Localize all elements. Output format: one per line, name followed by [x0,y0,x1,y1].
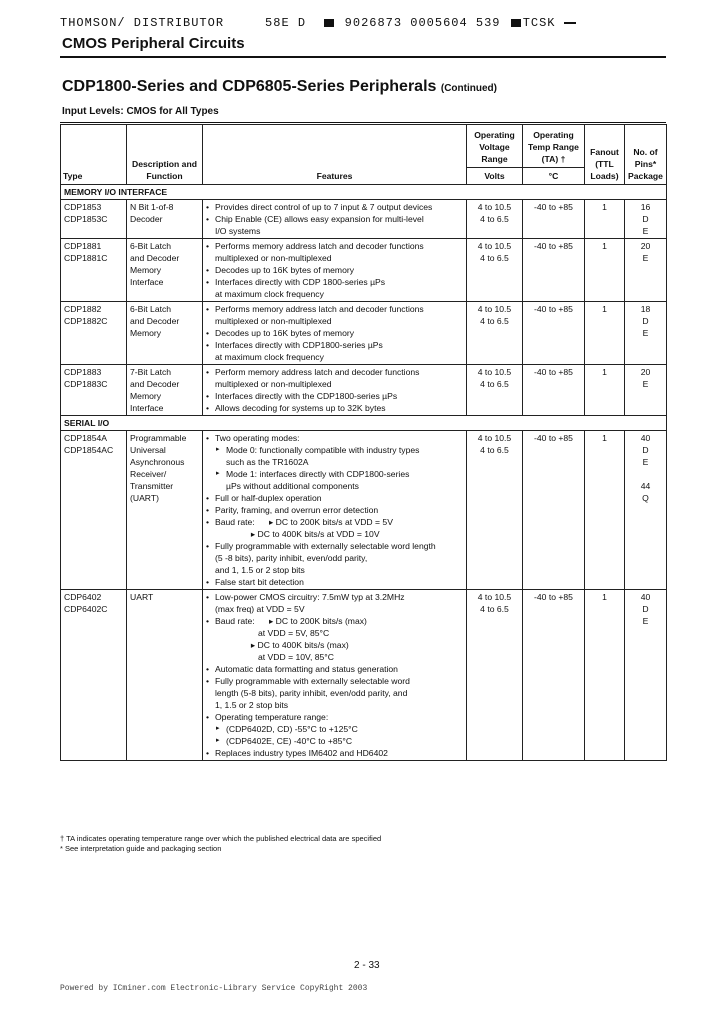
feature-item: • Decodes up to 16K bytes of memory [206,264,463,276]
feature-item: ▸ (CDP6402D, CD) -55°C to +125°C [206,723,463,735]
black-mark [511,19,521,27]
pins-value: 40 [640,433,651,443]
feature-item: • Low-power CMOS circuitry: 7.5mW typ at 3.2MHz [206,591,463,603]
feature-item: ▸ DC to 400K bits/s at VDD = 10V [215,529,380,539]
subtitle-rule [60,122,666,123]
description-line: UART [130,592,154,602]
feature-item: • Provides direct control of up to 7 input & 7 output devices [206,201,463,213]
pins-value: 18 [640,304,651,314]
feature-item: • Parity, framing, and overrun error detection [206,504,463,516]
type-cell [61,431,127,590]
header-tag: TCSK [522,16,556,30]
features-cell [203,590,467,761]
pins-value: D [642,214,649,224]
table-row [61,302,667,365]
feature-list [206,201,463,237]
fanout-cell: 1 [585,431,625,590]
feature-item: multiplexed or non-multiplexed [215,253,332,263]
feature-item: • Replaces industry types IM6402 and HD6402 [206,747,463,759]
voltage-value: 4 to 6.5 [480,214,509,224]
col-fanout: Fanout (TTL Loads) [585,125,625,185]
temp-cell: -40 to +85 [523,200,585,239]
pins-value: E [642,616,649,626]
temp-cell: -40 to +85 [523,302,585,365]
dash-mark [564,22,576,24]
feature-item: • Interfaces directly with CDP1800-series µPs [206,339,463,351]
type-name: CDP1883C [64,379,108,389]
table-body [61,185,667,761]
description-line: 6-Bit Latch [130,241,172,251]
feature-item: • Fully programmable with externally selectable word [206,675,463,687]
header-code: 58E D [265,16,307,30]
pins-cell [625,302,667,365]
type-cell [61,200,127,239]
group-row [61,185,667,200]
header-row [61,125,667,168]
black-mark [324,19,334,27]
feature-item: • Two operating modes: [206,432,463,444]
voltage-value: 4 to 6.5 [480,445,509,455]
description-line: N Bit 1-of-8 [130,202,174,212]
table-row [61,200,667,239]
col-type: Type [61,125,127,185]
feature-item: • Chip Enable (CE) allows easy expansion for multi-level [206,213,463,225]
fanout-cell: 1 [585,365,625,416]
description-cell [127,365,203,416]
col-voltage-unit: Volts [467,168,523,185]
feature-item: • Interfaces directly with the CDP1800-series µPs [206,390,463,402]
description-line: 7-Bit Latch [130,367,172,377]
document-title-text: CDP1800-Series and CDP6805-Series Peripherals [62,78,437,95]
col-voltage: Operating Voltage Range [467,125,523,168]
type-name: CDP1882C [64,316,108,326]
table-row [61,431,667,590]
type-name: CDP1854AC [64,445,114,455]
feature-item: length (5-8 bits), parity inhibit, even/odd parity, and [215,688,408,698]
pins-cell [625,590,667,761]
pins-value: E [642,379,649,389]
description-line: Memory [130,328,162,338]
fanout-cell: 1 [585,302,625,365]
distributor-label: THOMSON/ DISTRIBUTOR [60,16,225,30]
type-cell [61,365,127,416]
description-line: Universal [130,445,166,455]
feature-item: • Baud rate: ▸ DC to 200K bits/s at VDD = 5V [206,516,463,528]
features-cell [203,365,467,416]
table-row [61,239,667,302]
feature-item: • Performs memory address latch and decoder functions [206,240,463,252]
pins-cell [625,431,667,590]
feature-item: at VDD = 10V, 85°C [215,652,334,662]
feature-item: (max freq) at VDD = 5V [215,604,305,614]
footnotes [60,834,381,854]
voltage-cell [467,302,523,365]
feature-item: • Operating temperature range: [206,711,463,723]
type-name: CDP1853 [64,202,102,212]
pins-value: E [642,328,649,338]
pins-cell [625,200,667,239]
feature-item: • Interfaces directly with CDP 1800-series µPs [206,276,463,288]
description-line: 6-Bit Latch [130,304,172,314]
description-line: Memory [130,265,162,275]
feature-list [206,432,463,588]
description-cell [127,302,203,365]
col-description: Description and Function [127,125,203,185]
input-levels-note: Input Levels: CMOS for All Types [62,106,219,117]
continued-label: (Continued) [440,83,497,94]
voltage-cell [467,239,523,302]
temp-cell: -40 to +85 [523,365,585,416]
type-name: CDP1853C [64,214,108,224]
voltage-value: 4 to 10.5 [477,592,512,602]
voltage-cell [467,431,523,590]
feature-item: ▸ DC to 400K bits/s (max) [215,640,349,650]
description-line: and Decoder [130,253,180,263]
type-name: CDP1881 [64,241,102,251]
voltage-value: 4 to 6.5 [480,379,509,389]
feature-list [206,240,463,300]
description-line: Asynchronous [130,457,185,467]
footnote-ta: † TA indicates operating temperature range over which the published electrical data are specified [60,834,382,843]
voltage-value: 4 to 10.5 [477,304,512,314]
table-row [61,365,667,416]
type-name: CDP1854A [64,433,107,443]
features-cell [203,239,467,302]
feature-item: ▸ (CDP6402E, CE) -40°C to +85°C [206,735,463,747]
fanout-cell: 1 [585,200,625,239]
type-name: CDP1883 [64,367,102,377]
description-line: Programmable [130,433,187,443]
description-line: Interface [130,277,164,287]
group-heading: MEMORY I/O INTERFACE [61,185,667,200]
description-line: Memory [130,391,162,401]
voltage-cell [467,200,523,239]
feature-item: I/O systems [215,226,261,236]
description-line: Interface [130,403,164,413]
pins-value: E [642,253,649,263]
features-cell [203,200,467,239]
description-cell [127,590,203,761]
section-title: CMOS Peripheral Circuits [62,35,245,52]
type-cell [61,239,127,302]
fanout-cell: 1 [585,590,625,761]
pins-value: 20 [640,241,651,251]
pins-value: E [642,226,649,236]
footnote-packaging: * See interpretation guide and packaging section [60,844,222,853]
pins-value: E [642,457,649,467]
feature-item: multiplexed or non-multiplexed [215,316,332,326]
description-line: Transmitter [130,481,174,491]
pins-value: D [642,316,649,326]
feature-item: and 1, 1.5 or 2 stop bits [215,565,305,575]
feature-item: • Perform memory address latch and decoder functions [206,366,463,378]
group-row [61,416,667,431]
col-temp: Operating Temp Range (TA) † [523,125,585,168]
pins-value: Q [642,493,649,503]
type-name: CDP1881C [64,253,108,263]
type-name: CDP6402 [64,592,102,602]
table-row [61,590,667,761]
page-number: 2 - 33 [354,960,380,971]
col-pins: No. of Pins* Package [625,125,667,185]
pins-value: D [642,604,649,614]
pins-value: 44 [640,481,651,491]
feature-item: such as the TR1602A [226,457,309,467]
voltage-cell [467,590,523,761]
voltage-value: 4 to 6.5 [480,604,509,614]
description-line: and Decoder [130,316,180,326]
pins-value: 16 [640,202,651,212]
peripherals-table [60,124,667,761]
pins-cell [625,365,667,416]
type-name: CDP6402C [64,604,108,614]
voltage-value: 4 to 10.5 [477,241,512,251]
feature-item: 1, 1.5 or 2 stop bits [215,700,289,710]
type-cell [61,590,127,761]
description-line: and Decoder [130,379,180,389]
description-line: (UART) [130,493,159,503]
pins-value [628,468,663,480]
pins-value: D [642,445,649,455]
description-cell [127,239,203,302]
description-line: Receiver/ [130,469,167,479]
feature-item: • Automatic data formatting and status generation [206,663,463,675]
type-cell [61,302,127,365]
header-number: 9026873 0005604 539 [344,16,501,30]
voltage-cell [467,365,523,416]
feature-item: at VDD = 5V, 85°C [215,628,330,638]
title-rule [60,56,666,58]
pins-cell [625,239,667,302]
feature-item: at maximum clock frequency [215,289,324,299]
temp-cell: -40 to +85 [523,431,585,590]
description-cell [127,200,203,239]
features-cell [203,302,467,365]
feature-item: • Full or half-duplex operation [206,492,463,504]
document-title [62,78,497,96]
voltage-value: 4 to 10.5 [477,202,512,212]
powered-by-note: Powered by ICminer.com Electronic-Library Service CopyRight 2003 [60,984,368,993]
col-features: Features [203,125,467,185]
type-name: CDP1882 [64,304,102,314]
feature-item: • Fully programmable with externally selectable word length [206,540,463,552]
feature-item: • Performs memory address latch and decoder functions [206,303,463,315]
description-line: Decoder [130,214,163,224]
feature-list [206,591,463,759]
feature-item: • Decodes up to 16K bytes of memory [206,327,463,339]
feature-item: (5 -8 bits), parity inhibit, even/odd parity, [215,553,368,563]
feature-item: multiplexed or non-multiplexed [215,379,332,389]
feature-item: ▸ Mode 1: interfaces directly with CDP1800-series [206,468,463,480]
voltage-value: 4 to 6.5 [480,316,509,326]
feature-item: • Baud rate: ▸ DC to 200K bits/s (max) [206,615,463,627]
pins-value: 40 [640,592,651,602]
features-cell [203,431,467,590]
voltage-value: 4 to 6.5 [480,253,509,263]
feature-item: • False start bit detection [206,576,463,588]
group-heading: SERIAL I/O [61,416,667,431]
feature-list [206,303,463,363]
feature-item: at maximum clock frequency [215,352,324,362]
feature-item: • Allows decoding for systems up to 32K bytes [206,402,463,414]
feature-list [206,366,463,414]
voltage-value: 4 to 10.5 [477,433,512,443]
pins-value: 20 [640,367,651,377]
scan-header [60,16,576,30]
col-temp-unit: °C [523,168,585,185]
feature-item: ▸ Mode 0: functionally compatible with industry types [206,444,463,456]
temp-cell: -40 to +85 [523,590,585,761]
description-cell [127,431,203,590]
feature-item: µPs without additional components [226,481,359,491]
fanout-cell: 1 [585,239,625,302]
voltage-value: 4 to 10.5 [477,367,512,377]
temp-cell: -40 to +85 [523,239,585,302]
